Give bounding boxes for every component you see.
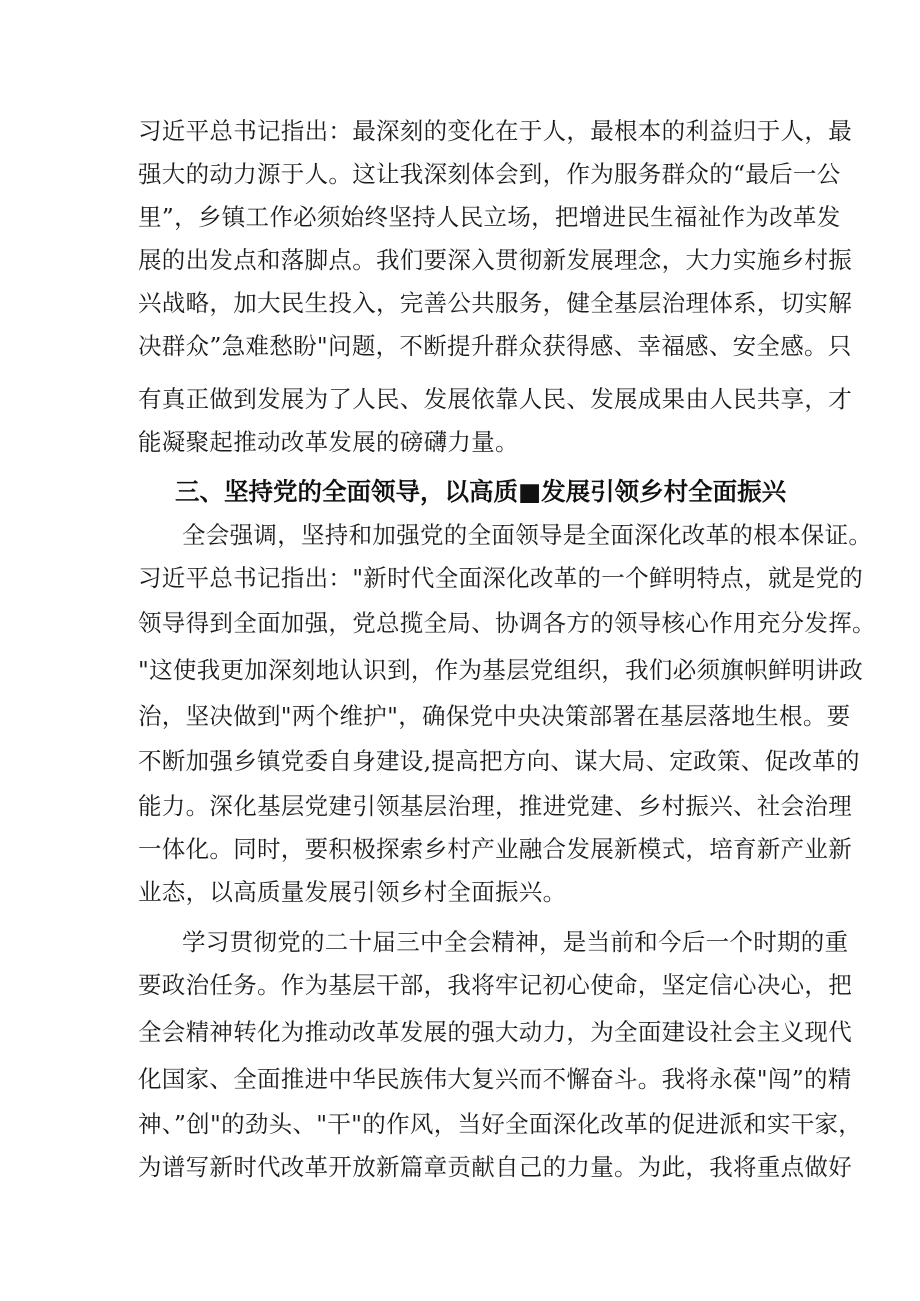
paragraph-1-line-3: 里”，乡镇工作必须始终坚持人民立场，把增进民生福祉作为改革发 <box>138 203 841 231</box>
paragraph-2-line-7: 能力。深化基层党建引领基层治理，推进党建、乡村振兴、社会治理 <box>138 792 852 820</box>
paragraph-2-line-5: 治，坚决做到"两个维护"，确保党中央决策部署在基层落地生根。要 <box>138 702 851 730</box>
paragraph-2-line-2: 习近平总书记指出："新时代全面深化改革的一个鲜明特点，就是党的 <box>138 564 864 592</box>
paragraph-1-line-2: 强大的动力源于人。这让我深刻体会到，作为服务群众的“最后一公 <box>138 160 841 188</box>
paragraph-1-line-7: 有真正做到发展为了人民、发展依靠人民、发展成果由人民共享，才 <box>138 385 852 413</box>
paragraph-2-line-1: 全会强调，坚持和加强党的全面领导是全面深化改革的根本保证。 <box>182 521 873 549</box>
paragraph-3-line-2: 要政治任务。作为基层干部，我将牢记初心使命，坚定信心决心，把 <box>138 971 852 999</box>
paragraph-2-line-8: 一体化。同时，要积极探索乡村产业融合发展新模式，培育新产业新 <box>138 835 852 863</box>
paragraph-1-line-1: 习近平总书记指出：最深刻的变化在于人，最根本的利益归于人，最 <box>138 117 852 145</box>
paragraph-2-line-6: 不断加强乡镇党委自身建设,提高把方向、谋大局、定政策、促改革的 <box>138 747 860 775</box>
paragraph-3-line-6: 为谱写新时代改革开放新篇章贡献自己的力量。为此，我将重点做好 <box>138 1153 852 1181</box>
paragraph-1-line-6: 决群众”急难愁盼"问题，不断提升群众获得感、幸福感、安全感。只 <box>138 332 852 360</box>
paragraph-3-line-4: 化国家、全面推进中华民族伟大复兴而不懈奋斗。我将永葆"闯”的精 <box>138 1065 852 1093</box>
section-heading: 三、坚持党的全面领导，以高质■发展引领乡村全面振兴 <box>175 477 787 506</box>
paragraph-3-line-5: 神、”创"的劲头、"干"的作风，当好全面深化改革的促进派和实干家， <box>138 1110 863 1138</box>
paragraph-2-line-3: 领导得到全面加强，党总揽全局、协调各方的领导核心作用充分发挥。 <box>138 609 876 637</box>
paragraph-1-line-8: 能凝聚起推动改革发展的磅礴力量。 <box>138 428 519 456</box>
paragraph-3-line-3: 全会精神转化为推动改革发展的强大动力，为全面建设社会主义现代 <box>138 1018 852 1046</box>
paragraph-1-line-4: 展的出发点和落脚点。我们要深入贯彻新发展理念，大力实施乡村振 <box>138 246 852 274</box>
paragraph-1-line-5: 兴战略，加大民生投入，完善公共服务，健全基层治理体系，切实解 <box>138 289 852 317</box>
paragraph-3-line-1: 学习贯彻党的二十届三中全会精神，是当前和今后一个时期的重 <box>182 928 849 956</box>
paragraph-2-line-9: 业态，以高质量发展引领乡村全面振兴。 <box>138 878 567 906</box>
paragraph-2-line-4: "这使我更加深刻地认识到，作为基层党组织，我们必须旗帜鲜明讲政 <box>138 656 864 684</box>
